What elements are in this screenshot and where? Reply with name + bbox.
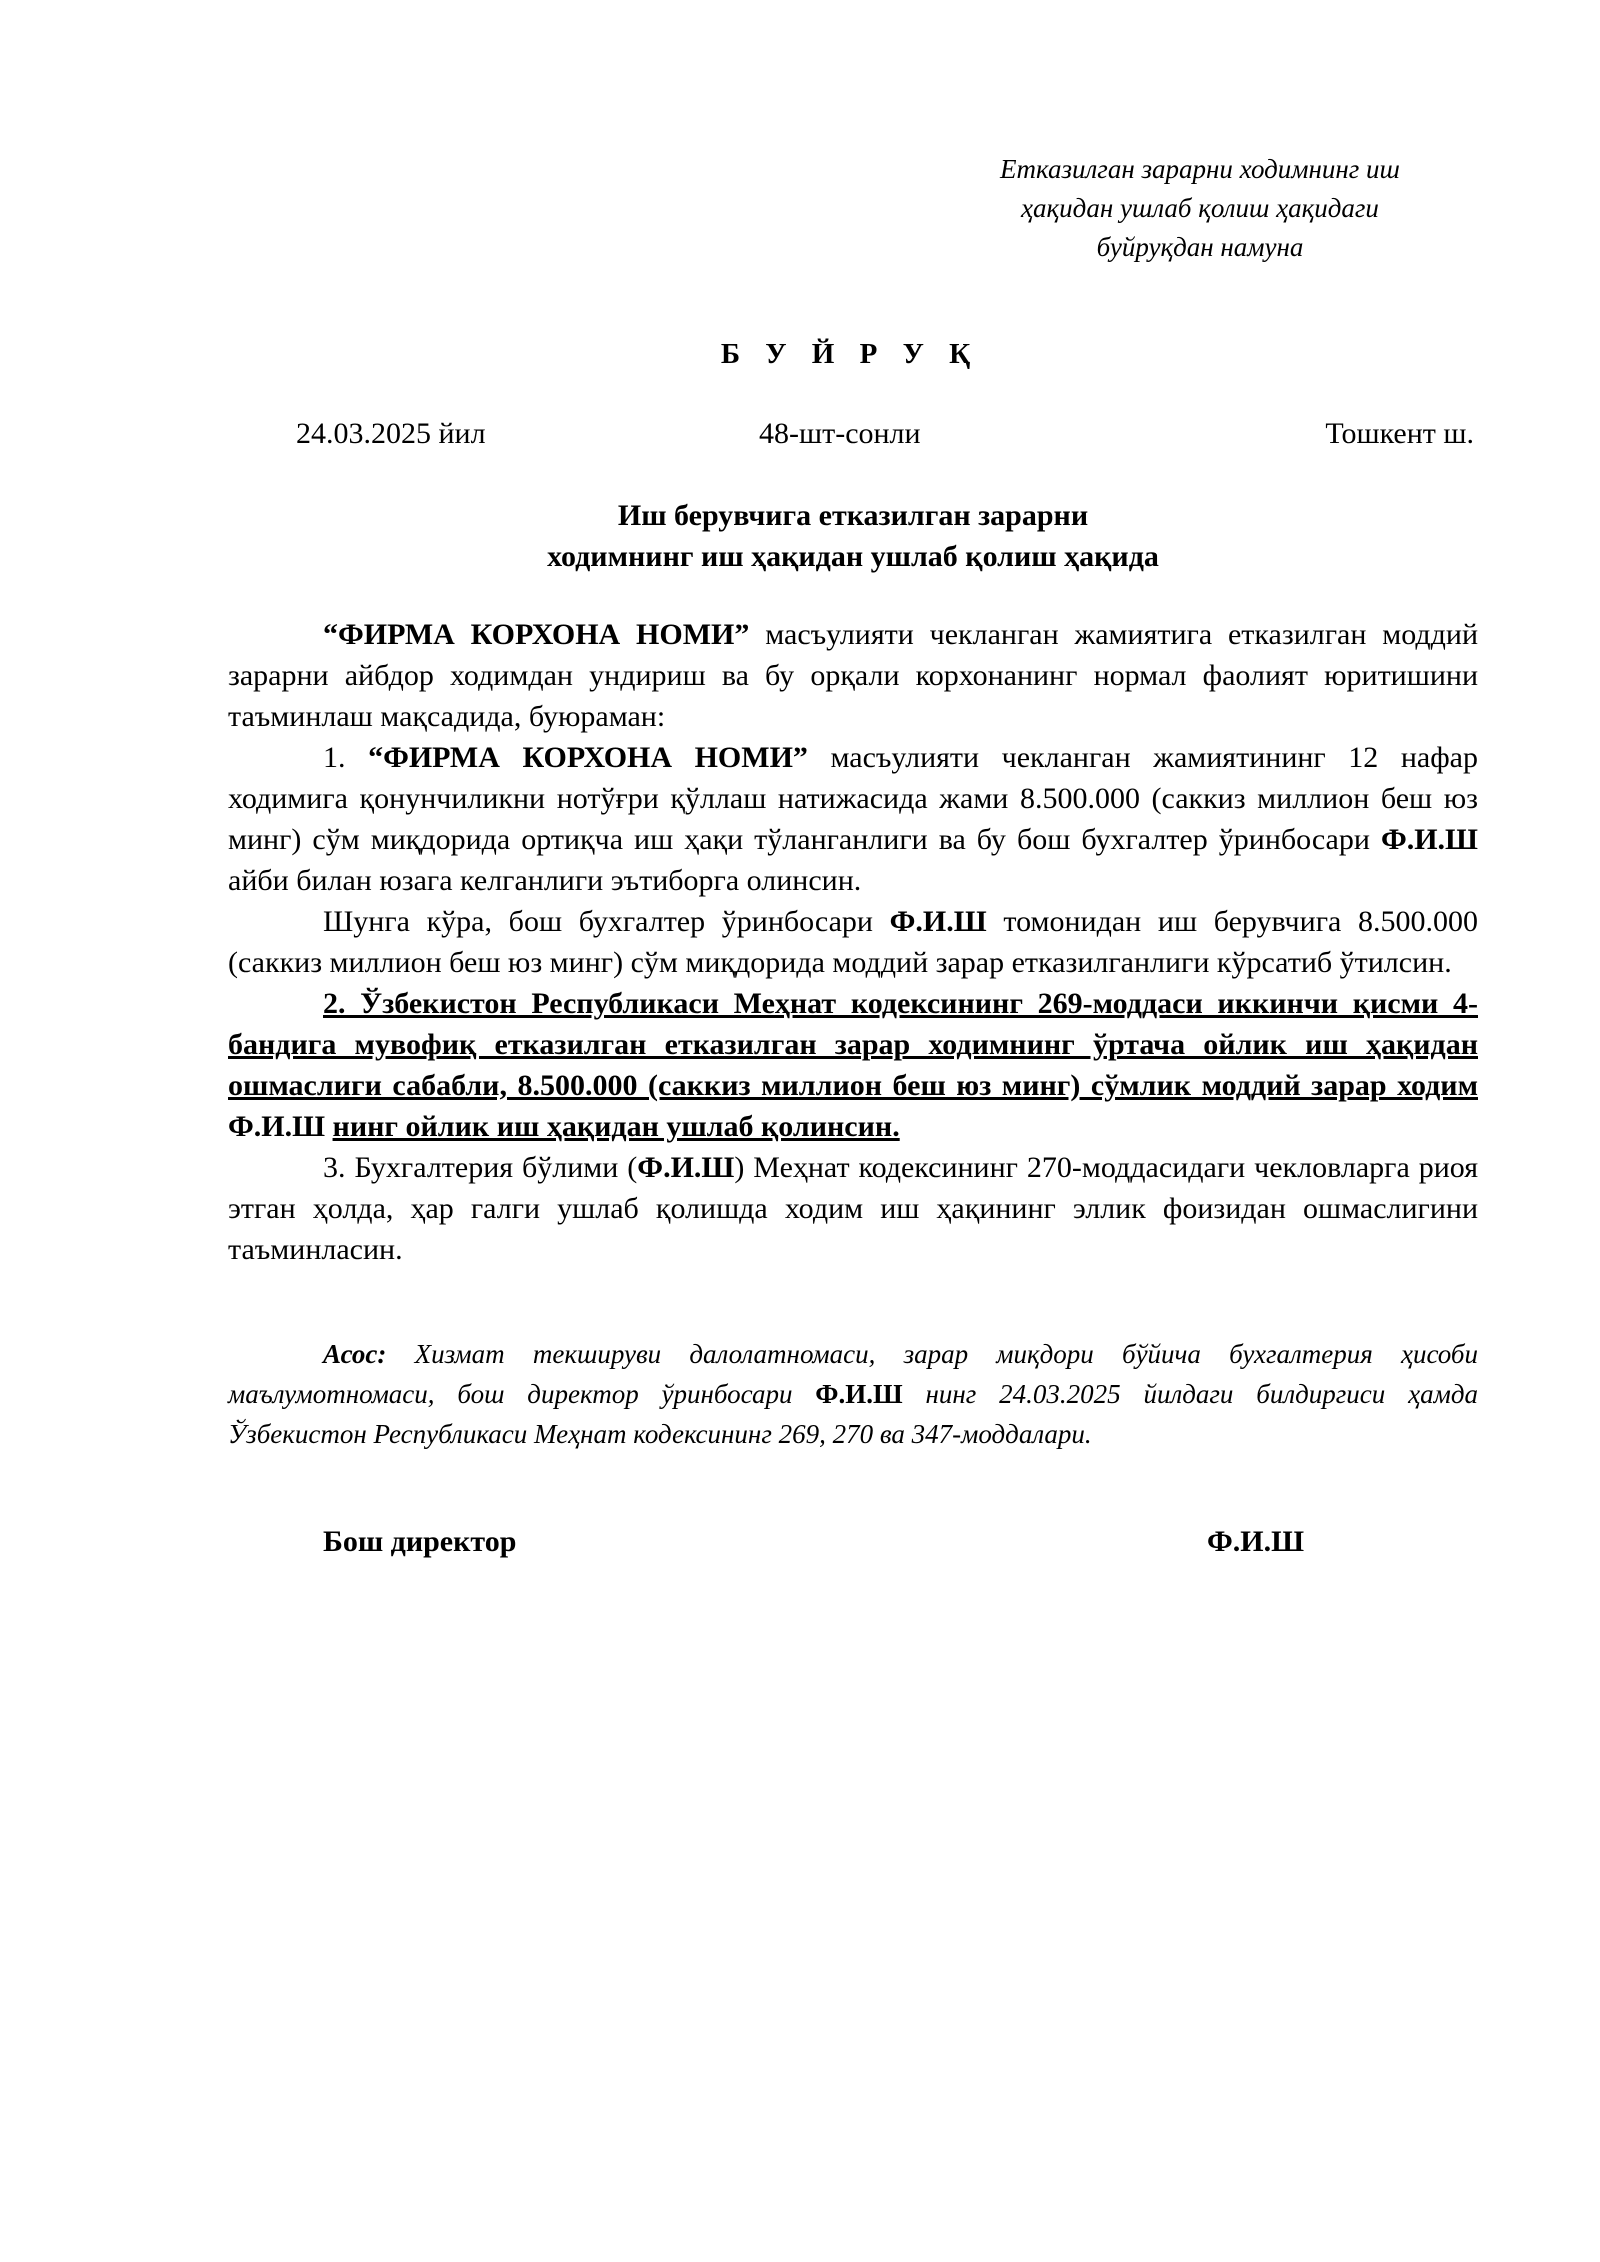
item-text: 2. Ўзбекистон Республикаси Меҳнат кодексининг 269-моддаси иккинчи қисми 4-бандига мувофиқ етказилган етказилган зарар ходимнинг ўртача ойлик иш ҳақидан ошмаслиги сабабли, 8.500.000 (саккиз миллион беш юз минг) сўмлик моддий зарар ходим	[228, 987, 1478, 1102]
document-number: 48-шт-сонли	[759, 417, 921, 450]
item-text: айби билан юзага келганлиги эътиборга олинсин.	[228, 864, 862, 897]
signatory-title: Бош директор	[323, 1525, 517, 1558]
intro-text: масъулияти чекланган жамиятига етказилган моддий зарарни айбдор ходимдан ундириш ва бу орқали корхонанинг нормал фаолият юритишини таъминлаш мақсадида, буюраман:	[228, 618, 1478, 733]
item-1-paragraph	[228, 737, 1478, 901]
caption-line: ҳақидан ушлаб қолиш ҳақидаги	[1021, 193, 1379, 223]
item-text: 3. Бухгалтерия бўлими (	[323, 1151, 638, 1184]
document-place: Тошкент ш.	[1325, 417, 1474, 450]
signatory-name: Ф.И.Ш	[1207, 1525, 1305, 1558]
person-name: Ф.И.Ш	[815, 1379, 903, 1409]
item-3-paragraph	[228, 1147, 1478, 1270]
item-1-continuation	[228, 901, 1478, 983]
item-text: Шунга кўра, бош бухгалтер ўринбосари	[323, 905, 890, 938]
item-text: ) Меҳнат кодексининг 270-моддасидаги чекловларга риоя этган ҳолда, ҳар галги ушлаб қолишда ходим иш ҳақининг эллик фоизидан ошмаслигини таъминласин.	[228, 1151, 1478, 1266]
subject-line: Иш берувчига етказилган зарарни	[617, 499, 1089, 532]
caption-line: Етказилган зарарни ходимнинг иш	[1000, 154, 1400, 184]
person-name: Ф.И.Ш	[637, 1151, 735, 1184]
document-meta	[0, 417, 1600, 457]
intro-paragraph	[228, 614, 1478, 737]
subject-line: ходимнинг иш ҳақидан ушлаб қолиш ҳақида	[547, 540, 1159, 573]
caption-line: буйруқдан намуна	[1096, 232, 1304, 262]
item-text: нинг ойлик иш ҳақидан ушлаб қолинсин.	[332, 1110, 900, 1143]
document-subject	[228, 495, 1478, 577]
basis-text: Хизмат текшируви далолатномаси, зарар миқдори бўйича бухгалтерия ҳисоби маълумотномаси, бош директор ўринбосари	[228, 1339, 1478, 1409]
company-name: “ФИРМА КОРХОНА НОМИ”	[323, 618, 750, 651]
document-title: Б У Й Р У Қ	[720, 338, 980, 370]
basis-label: Асос:	[323, 1339, 387, 1369]
item-text: томонидан иш берувчига 8.500.000 (саккиз миллион беш юз минг) сўм миқдорида моддий зарар етказилганлиги кўрсатиб ўтилсин.	[228, 905, 1478, 979]
sample-caption	[940, 150, 1460, 267]
basis-text: нинг 24.03.2025 йилдаги билдиргиси ҳамда Ўзбекистон Республикаси Меҳнат кодексининг 269, 270 ва 347-моддалари.	[228, 1379, 1478, 1449]
basis-paragraph	[228, 1334, 1478, 1454]
item-number: 1.	[323, 741, 369, 774]
item-text: масъулияти чекланган жамиятининг 12 нафар ходимига қонунчиликни нотўғри қўллаш натижасида жами 8.500.000 (саккиз миллион беш юз минг) сўм миқдорида ортиқча иш ҳақи тўланганлиги ва бу бош бухгалтер ўринбосари	[228, 741, 1478, 856]
document-body	[228, 614, 1478, 1270]
person-name: Ф.И.Ш	[1380, 823, 1478, 856]
person-name: Ф.И.Ш	[228, 1110, 326, 1143]
company-name: “ФИРМА КОРХОНА НОМИ”	[368, 741, 808, 774]
document-date: 24.03.2025 йил	[296, 417, 486, 450]
person-name: Ф.И.Ш	[889, 905, 987, 938]
item-2-paragraph	[228, 983, 1478, 1147]
